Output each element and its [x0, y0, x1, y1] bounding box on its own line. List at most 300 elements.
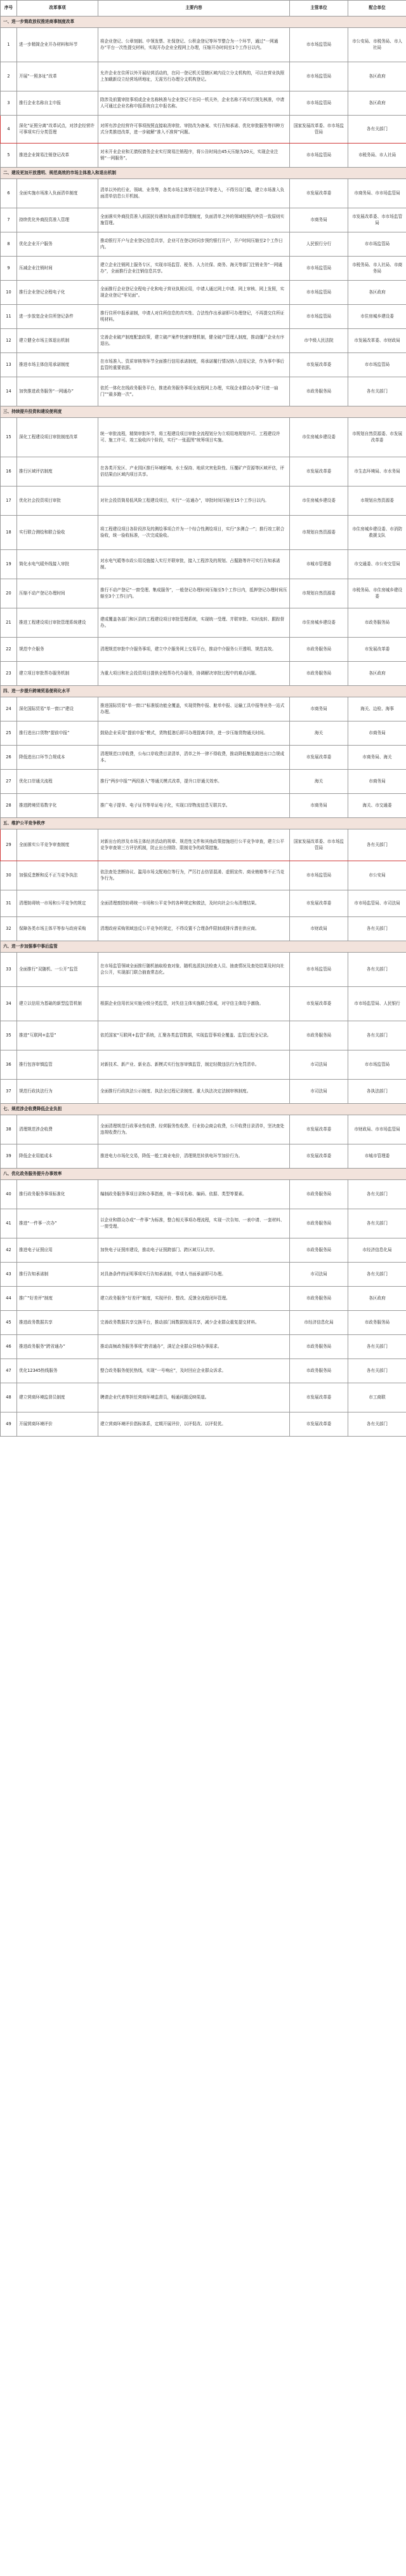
row-content: 在各类开发区、产业园区推行环境影响、水土保持、地质灾害危险性、压覆矿产资源等区域评估，评估结果由区域内项目共享。: [98, 457, 290, 486]
row-index: 35: [1, 1021, 17, 1050]
table-row: [1, 890, 406, 917]
row-content: 推行不动产登记“一窗受理、集成服务”，一般登记办理时间压缩至5个工作日内，抵押登记办理时间压缩至3个工作日内。: [98, 579, 290, 608]
row-coop-unit: 市工商联: [348, 1383, 406, 1412]
table-row: [1, 232, 406, 257]
row-index: 24: [1, 697, 17, 721]
row-coop-unit: 市税务局、市人社局、市商务局: [348, 257, 406, 281]
row-item: 进一步精简企业开办材料和环节: [17, 28, 98, 62]
header-idx: 序号: [1, 1, 17, 17]
row-lead-unit: 市商务局: [290, 697, 348, 721]
row-lead-unit: 市政务服务局: [290, 377, 348, 406]
row-index: 36: [1, 1050, 17, 1080]
row-lead-unit: 市发展改革委: [290, 1383, 348, 1412]
row-coop-unit: 市商务局、海关: [348, 746, 406, 770]
row-lead-unit: 市政务服务局: [290, 1021, 348, 1050]
row-item: 开展营商环境评价: [17, 1412, 98, 1437]
row-content: 推行“两步申报”“两段准入”等通关模式改革，提升口岸通关效率。: [98, 770, 290, 794]
table-row: [1, 516, 406, 550]
table-row: [1, 1335, 406, 1359]
row-content: 建立政务服务“好差评”制度，实现评价、整改、反馈全流程闭环管理。: [98, 1287, 290, 1311]
row-item: 保障各类市场主体平等参与政府采购: [17, 917, 98, 941]
row-content: 依法查处垄断协议、滥用市场支配地位等行为，严厉打击仿冒混淆、虚假宣传、商业贿赂等不正当竞争行为。: [98, 861, 290, 890]
row-item: 推进工程建设项目审批管理系统建设: [17, 608, 98, 638]
header-content: 主要内容: [98, 1, 290, 17]
row-item: 开展“一照多址”改革: [17, 62, 98, 91]
table-row: [1, 1359, 406, 1383]
row-coop-unit: 各有关部门: [348, 1335, 406, 1359]
row-coop-unit: 各有关部门: [348, 1209, 406, 1238]
row-content: 全面推行行政执法公示制度、执法全过程记录制度、重大执法决定法制审核制度。: [98, 1080, 290, 1104]
row-coop-unit: 各区政府: [348, 1287, 406, 1311]
row-lead-unit: 市政务服务局: [290, 1359, 348, 1383]
row-lead-unit: 市政务服务局: [290, 662, 348, 686]
row-index: 26: [1, 746, 17, 770]
row-coop-unit: 市生态环境局、市水务局: [348, 457, 406, 486]
row-lead-unit: 海关: [290, 770, 348, 794]
table-row: [1, 1115, 406, 1144]
row-index: 33: [1, 953, 17, 987]
row-lead-unit: 市发展改革委: [290, 457, 348, 486]
row-coop-unit: 各有关部门: [348, 917, 406, 941]
table-row: [1, 861, 406, 890]
table-row: [1, 1238, 406, 1263]
row-item: 推行区域评估制度: [17, 457, 98, 486]
row-item: 降低进出口环节合规成本: [17, 746, 98, 770]
row-content: 鼓励企业采用“提前申报”模式，货物抵港后即可办理提离手续，进一步压缩货物通关时间。: [98, 721, 290, 746]
row-lead-unit: 市规划自然资源委: [290, 516, 348, 550]
row-content: 对社会投资简易低风险工程建设项目，实行“一站通办”，审批时间压缩至15个工作日以内。: [98, 486, 290, 516]
row-lead-unit: 市市场监管局: [290, 861, 348, 890]
row-lead-unit: 市市场监管局: [290, 91, 348, 116]
row-lead-unit: 市商务局: [290, 794, 348, 818]
row-content: 对所有涉企经营许可事项按照直接取消审批、审批改为备案、实行告知承诺、优化审批服务等四种方式分类推进改革，进一步破解“准入不准营”问题。: [98, 116, 290, 144]
row-lead-unit: 市政务服务局: [290, 1180, 348, 1209]
row-coop-unit: 市规划自然资源委: [348, 486, 406, 516]
row-coop-unit: 各有关部门: [348, 377, 406, 406]
row-coop-unit: 各区政府: [348, 91, 406, 116]
row-index: 25: [1, 721, 17, 746]
row-coop-unit: 各有关部门: [348, 1180, 406, 1209]
row-coop-unit: 市政务服务局: [348, 608, 406, 638]
row-content: 推行住所申报承诺制，申请人对住所信息的真实性、合法性作出承诺即可办理登记，不再提交住所证明材料。: [98, 305, 290, 329]
row-content: 推动银行开户与企业登记信息共享，企业可在登记时同步预约银行开户，开户时间压缩至2个工作日内。: [98, 232, 290, 257]
row-lead-unit: 市政务服务局: [290, 1287, 348, 1311]
row-item: 推行企业名称自主申报: [17, 91, 98, 116]
row-item: 推行政务服务事项标准化: [17, 1180, 98, 1209]
row-lead-unit: 市政务服务局: [290, 638, 348, 662]
row-lead-unit: 市发展改革委: [290, 179, 348, 208]
row-item: 优化社会投资项目审批: [17, 486, 98, 516]
row-item: 优化12345热线服务: [17, 1359, 98, 1383]
table-row: [1, 770, 406, 794]
section-row: [1, 1104, 406, 1115]
row-item: 加强反垄断和反不正当竞争执法: [17, 861, 98, 890]
row-index: 20: [1, 579, 17, 608]
row-item: 深化工程建设项目审批制度改革: [17, 418, 98, 457]
row-coop-unit: 各区政府: [348, 62, 406, 91]
row-lead-unit: 市中级人民法院: [290, 329, 348, 353]
row-index: 38: [1, 1115, 17, 1144]
table-row: [1, 550, 406, 579]
table-row: [1, 208, 406, 232]
row-coop-unit: 各有关部门: [348, 1412, 406, 1437]
row-coop-unit: 各有关部门: [348, 1359, 406, 1383]
row-index: 37: [1, 1080, 17, 1104]
row-lead-unit: 市市场监管局: [290, 62, 348, 91]
row-lead-unit: 市住房城乡建设委: [290, 608, 348, 638]
row-coop-unit: 市市场监管局: [348, 1050, 406, 1080]
section-title: 六、进一步加强事中事后监管: [1, 941, 406, 953]
row-lead-unit: 市司法局: [290, 1050, 348, 1080]
row-lead-unit: 市发展改革委: [290, 1412, 348, 1437]
row-index: 11: [1, 305, 17, 329]
row-lead-unit: 市司法局: [290, 1080, 348, 1104]
row-content: 在市场监管领域全面推行随机抽取检查对象、随机选派执法检查人员、抽查情况及查处结果及时向社会公开，实现部门联合抽查常态化。: [98, 953, 290, 987]
row-content: 建成覆盖各部门和区县的工程建设项目审批管理系统，实现统一受理、并联审批、实时流转、跟踪督办。: [98, 608, 290, 638]
row-index: 41: [1, 1209, 17, 1238]
row-content: 全面落实外商投资准入前国民待遇加负面清单管理制度，负面清单之外的领域按照内外资一致原则实施管理。: [98, 208, 290, 232]
row-content: 整合政务服务便民热线，实现“一号响应”，及时回应企业群众诉求。: [98, 1359, 290, 1383]
row-lead-unit: 市发展改革委: [290, 353, 348, 377]
table-row: [1, 1383, 406, 1412]
row-item: 推广“好差评”制度: [17, 1287, 98, 1311]
row-index: 10: [1, 281, 17, 305]
row-index: 17: [1, 486, 17, 516]
row-lead-unit: 市经济信息化局: [290, 1311, 348, 1335]
row-coop-unit: 市发展改革委、市财政局: [348, 329, 406, 353]
row-index: 14: [1, 377, 17, 406]
row-index: 3: [1, 91, 17, 116]
row-lead-unit: 市市场监管局: [290, 305, 348, 329]
row-content: 清理规范审批中介服务事项，建立中介服务网上交易平台，推动中介服务公开透明、规范高效。: [98, 638, 290, 662]
section-title: 五、维护公平竞争秩序: [1, 818, 406, 829]
row-content: 全面推行企业登记全程电子化和电子营业执照应用，申请人通过网上申请、网上审核、网上发照，实现企业登记“零见面”。: [98, 281, 290, 305]
row-index: 21: [1, 608, 17, 638]
row-index: 18: [1, 516, 17, 550]
section-row: [1, 168, 406, 179]
section-title: 八、优化政务服务提升办事效率: [1, 1169, 406, 1180]
section-title: 四、进一步提升跨境贸易便利化水平: [1, 686, 406, 697]
row-lead-unit: 市财政局: [290, 917, 348, 941]
row-index: 46: [1, 1335, 17, 1359]
table-row: [1, 179, 406, 208]
table-row: [1, 144, 406, 168]
table-row: [1, 281, 406, 305]
row-item: 推进企业简易注销登记改革: [17, 144, 98, 168]
row-content: 对新出台的涉及市场主体经济活动的规章、规范性文件和其他政策措施进行公平竞争审查，建立公平竞争审查第三方评估机制，防止出台排除、限制竞争的政策措施。: [98, 829, 290, 861]
row-index: 27: [1, 770, 17, 794]
row-content: 清理政府采购领域违反公平竞争的规定，不得设置不合理条件限制或排斥潜在供应商。: [98, 917, 290, 941]
table-row: [1, 746, 406, 770]
row-index: 9: [1, 257, 17, 281]
row-coop-unit: 市规划自然资源委、市发展改革委: [348, 418, 406, 457]
row-item: 规范中介服务: [17, 638, 98, 662]
row-item: 进一步放宽企业住所登记条件: [17, 305, 98, 329]
row-index: 31: [1, 890, 17, 917]
row-item: 全面推行“双随机、一公开”监管: [17, 953, 98, 987]
table-row: [1, 987, 406, 1021]
table-row: [1, 794, 406, 818]
row-coop-unit: 各执法部门: [348, 1080, 406, 1104]
row-item: 建立健全市场主体退出机制: [17, 329, 98, 353]
row-coop-unit: 海关、市交通委: [348, 794, 406, 818]
header-coop: 配合单位: [348, 1, 406, 17]
row-coop-unit: 各有关部门: [348, 116, 406, 144]
row-coop-unit: 市市场监管局、市司法局: [348, 890, 406, 917]
row-content: 对具备条件的证明事项实行告知承诺制，申请人书面承诺即可办理。: [98, 1263, 290, 1287]
row-lead-unit: 市司法局: [290, 1263, 348, 1287]
row-item: 全面实施市场准入负面清单制度: [17, 179, 98, 208]
table-row: [1, 953, 406, 987]
row-lead-unit: 市政务服务局: [290, 1335, 348, 1359]
row-lead-unit: 市发展改革委: [290, 746, 348, 770]
row-coop-unit: 市公安局: [348, 861, 406, 890]
row-coop-unit: 市经济信息化局: [348, 1238, 406, 1263]
row-coop-unit: 市发展改革委、市市场监管局: [348, 208, 406, 232]
section-row: [1, 941, 406, 953]
row-item: 规范行政执法行为: [17, 1080, 98, 1104]
table-row: [1, 62, 406, 91]
header-row: [1, 1, 406, 17]
row-lead-unit: 市城市管理委: [290, 550, 348, 579]
table-row: [1, 418, 406, 457]
row-item: 加快推进政务服务“一网通办”: [17, 377, 98, 406]
section-title: 一、进一步简政放权推进商事制度改革: [1, 17, 406, 28]
row-content: 根据企业信用状况实施分级分类监管，对失信主体实施联合惩戒，对守信主体给予激励。: [98, 987, 290, 1021]
row-index: 32: [1, 917, 17, 941]
row-content: 建立营商环境评价指标体系，定期开展评价，以评促改、以评促优。: [98, 1412, 290, 1437]
row-coop-unit: 市政务服务局: [348, 1311, 406, 1335]
row-index: 44: [1, 1287, 17, 1311]
table-row: [1, 697, 406, 721]
header-item: 改革事项: [17, 1, 98, 17]
row-coop-unit: 市商务局: [348, 770, 406, 794]
row-index: 43: [1, 1263, 17, 1287]
row-lead-unit: 海关: [290, 721, 348, 746]
table-row: [1, 28, 406, 62]
row-content: 对水电气暖等市政公用设施接入实行并联审批，接入工程涉及的规划、占掘路等许可实行告知承诺制。: [98, 550, 290, 579]
table-row: [1, 1311, 406, 1335]
section-row: [1, 406, 406, 418]
row-coop-unit: 各有关部门: [348, 1021, 406, 1050]
row-item: 持续优化外商投资准入管理: [17, 208, 98, 232]
row-content: 统一审批流程，精简审批环节，将工程建设项目审批全流程划分为立项用地规划许可、工程建设许可、施工许可、竣工验收四个阶段，实行“一张蓝图”统筹项目实施。: [98, 418, 290, 457]
row-index: 8: [1, 232, 17, 257]
row-item: 优化口岸通关流程: [17, 770, 98, 794]
row-content: 在市场准入、资质审核等环节全面推行信用承诺制度，将承诺履行情况纳入信用记录，作为事中事后监管的重要依据。: [98, 353, 290, 377]
row-content: 依托国家“互联网+监管”系统，汇聚各类监管数据，实现监管事项全覆盖、监管过程全记录。: [98, 1021, 290, 1050]
row-lead-unit: 市规划自然资源委: [290, 579, 348, 608]
row-index: 6: [1, 179, 17, 208]
row-item: 推进“一件事一次办”: [17, 1209, 98, 1238]
row-coop-unit: 各区政府: [348, 281, 406, 305]
row-content: 全面清理规范行政事业性收费、经营服务性收费、行业协会商会收费，公开收费目录清单，坚决查处违规收费行为。: [98, 1115, 290, 1144]
row-index: 45: [1, 1311, 17, 1335]
row-item: 深化“证照分离”改革试点，对涉企经营许可事项实行分类管理: [17, 116, 98, 144]
row-lead-unit: 国家发展改革委、市市场监管局: [290, 116, 348, 144]
row-content: 完善政务数据共享交换平台，推动部门间数据按需共享，减少企业群众重复提交材料。: [98, 1311, 290, 1335]
table-row: [1, 353, 406, 377]
row-index: 42: [1, 1238, 17, 1263]
table-row: [1, 377, 406, 406]
row-content: 以企业和群众办成“一件事”为标准，整合相关事项办理流程，实现一次告知、一表申请、一套材料、一窗受理。: [98, 1209, 290, 1238]
row-coop-unit: 市住房城乡建设委、市消防救援支队: [348, 516, 406, 550]
table-row: [1, 638, 406, 662]
row-index: 2: [1, 62, 17, 91]
row-item: 推进“互联网+监管”: [17, 1021, 98, 1050]
row-content: 为重大项目和社会投资项目提供全程帮办代办服务，协调解决审批过程中的难点问题。: [98, 662, 290, 686]
section-title: 二、建设更加开放透明、规范高效的市场主体准入和退出机制: [1, 168, 406, 179]
header-lead: 主管单位: [290, 1, 348, 17]
row-content: 加快电子证照库建设，推动电子证照跨部门、跨区域互认共享。: [98, 1238, 290, 1263]
section-row: [1, 818, 406, 829]
row-content: 清理规范口岸收费，公布口岸收费目录清单，清单之外一律不得收费，推动降低集装箱进出口合规成本。: [98, 746, 290, 770]
row-index: 13: [1, 353, 17, 377]
row-content: 编制政务服务事项目录和办事指南，统一事项名称、编码、依据、类型等要素。: [98, 1180, 290, 1209]
table-row: [1, 1050, 406, 1080]
row-item: 推进政务数据共享: [17, 1311, 98, 1335]
row-item: 推进市场主体信用承诺制度: [17, 353, 98, 377]
row-item: 建立营商环境监督员制度: [17, 1383, 98, 1412]
row-lead-unit: 市发展改革委: [290, 987, 348, 1021]
row-lead-unit: 市市场监管局: [290, 28, 348, 62]
row-index: 49: [1, 1412, 17, 1437]
row-index: 48: [1, 1383, 17, 1412]
row-coop-unit: 市商务局: [348, 721, 406, 746]
row-coop-unit: 市交通委、市公安交管局: [348, 550, 406, 579]
table-row: [1, 662, 406, 686]
row-coop-unit: 各有关部门: [348, 829, 406, 861]
row-content: 聘请企业代表等担任营商环境监督员，畅通问题反映渠道。: [98, 1383, 290, 1412]
section-row: [1, 17, 406, 28]
row-coop-unit: 市住房城乡建设委: [348, 305, 406, 329]
row-lead-unit: 市市场监管局: [290, 257, 348, 281]
row-item: 推进政务服务“跨省通办”: [17, 1335, 98, 1359]
row-index: 30: [1, 861, 17, 890]
row-coop-unit: 市发展改革委: [348, 638, 406, 662]
row-content: 将企业登记、公章刻制、申领发票、社保登记、公积金登记等环节整合为一个环节，通过“一网通办”平台一次性提交材料，实现开办企业全程网上办理，压缩开办时间至1个工作日以内。: [98, 28, 290, 62]
table-row: [1, 1209, 406, 1238]
row-item: 全面落实公平竞争审查制度: [17, 829, 98, 861]
table-row: [1, 1080, 406, 1104]
row-item: 推进电子证照应用: [17, 1238, 98, 1263]
row-content: 依托一体化在线政务服务平台，推进政务服务事项全流程网上办理，实现企业群众办事“只进一扇门”“最多跑一次”。: [98, 377, 290, 406]
row-item: 推行告知承诺制: [17, 1263, 98, 1287]
row-coop-unit: 市城市管理委: [348, 1144, 406, 1169]
row-content: 清单以外的行业、领域、业务等，各类市场主体皆可依法平等进入，不得另设门槛，建立市场准入负面清单信息公开机制。: [98, 179, 290, 208]
row-index: 23: [1, 662, 17, 686]
section-title: 七、规范涉企收费降低企业负担: [1, 1104, 406, 1115]
row-lead-unit: 市市场监管局: [290, 953, 348, 987]
row-item: 压减企业注销时间: [17, 257, 98, 281]
row-coop-unit: 各有关部门: [348, 1263, 406, 1287]
row-item: 推行企业登记全程电子化: [17, 281, 98, 305]
section-row: [1, 1169, 406, 1180]
row-content: 对未开业企业和无债权债务企业实行简易注销程序，将公告时间由45天压缩为20天，实现企业注销“一网服务”。: [98, 144, 290, 168]
row-item: 建立项目审批帮办服务机制: [17, 662, 98, 686]
table-row: [1, 305, 406, 329]
row-index: 16: [1, 457, 17, 486]
row-coop-unit: 市市场监管局: [348, 232, 406, 257]
table-row-highlighted: [1, 829, 406, 861]
row-coop-unit: 海关、边检、海事: [348, 697, 406, 721]
row-item: 简化水电气暖外线接入审批: [17, 550, 98, 579]
row-item: 建立以信用为基础的新型监管机制: [17, 987, 98, 1021]
row-item: 深化国际贸易“单一窗口”建设: [17, 697, 98, 721]
row-item: 降低企业用能成本: [17, 1144, 98, 1169]
row-content: 推进国际贸易“单一窗口”标准版功能全覆盖，实现货物申报、舱单申报、运输工具申报等业务一站式办理。: [98, 697, 290, 721]
row-lead-unit: 市住房城乡建设委: [290, 418, 348, 457]
row-lead-unit: 人民银行分行: [290, 232, 348, 257]
table-row: [1, 579, 406, 608]
row-content: 推进电力市场化交易，降低一般工商业电价，清理规范转供电环节加价行为。: [98, 1144, 290, 1169]
table-row: [1, 917, 406, 941]
row-coop-unit: 市市场监管局: [348, 353, 406, 377]
row-index: 19: [1, 550, 17, 579]
row-index: 34: [1, 987, 17, 1021]
table-row: [1, 1412, 406, 1437]
table-row: [1, 1287, 406, 1311]
row-coop-unit: 市市场监管局、人民银行: [348, 987, 406, 1021]
row-content: 允许企业在住所以外开展经营活动的，在同一登记机关管辖区域内设立分支机构的，可以在营业执照上加载新设立经营场所地址，无需另行办理分支机构登记。: [98, 62, 290, 91]
row-lead-unit: 市发展改革委: [290, 890, 348, 917]
row-index: 28: [1, 794, 17, 818]
row-content: 推动高频政务服务事项“跨省通办”，满足企业群众异地办事需求。: [98, 1335, 290, 1359]
table-row: [1, 1021, 406, 1050]
row-coop-unit: 市税务局、市人社局: [348, 144, 406, 168]
row-item: 压缩不动产登记办理时间: [17, 579, 98, 608]
row-index: 29: [1, 829, 17, 861]
row-lead-unit: 市市场监管局: [290, 144, 348, 168]
row-index: 4: [1, 116, 17, 144]
row-lead-unit: 市政务服务局: [290, 1238, 348, 1263]
table-row: [1, 1180, 406, 1209]
row-content: 全面清理废除妨碍统一市场和公平竞争的各种规定和做法，及时向社会公布清理结果。: [98, 890, 290, 917]
row-lead-unit: 市住房城乡建设委: [290, 486, 348, 516]
row-content: 将工程建设项目各阶段涉及的测绘事项合并为一个综合性测绘项目，实行“多测合一”；推行竣工联合验收，统一验收标准，一次完成验收。: [98, 516, 290, 550]
table-row-highlighted: [1, 116, 406, 144]
row-lead-unit: 市市场监管局: [290, 281, 348, 305]
row-content: 对新技术、新产业、新业态、新模式实行包容审慎监管，制定轻微违法行为免罚清单。: [98, 1050, 290, 1080]
row-coop-unit: 市税务局、市住房城乡建设委: [348, 579, 406, 608]
row-lead-unit: 国家发展改革委、市市场监管局: [290, 829, 348, 861]
table-row: [1, 257, 406, 281]
row-content: 建立企业注销网上服务专区，实现市场监管、税务、人力社保、商务、海关等部门注销业务“一网通办”，全面推行企业注销信息共享。: [98, 257, 290, 281]
table-row: [1, 91, 406, 116]
table-row: [1, 1144, 406, 1169]
table-row: [1, 457, 406, 486]
row-coop-unit: 市公安局、市税务局、市人社局: [348, 28, 406, 62]
row-index: 39: [1, 1144, 17, 1169]
row-content: 推广电子提单、电子证书等单证电子化，实现口岸物流信息互联共享。: [98, 794, 290, 818]
table-row: [1, 1263, 406, 1287]
row-content: 完善企业破产制度配套政策，建立破产案件快速审理机制，健全破产管理人制度，推动僵尸企业有序退出。: [98, 329, 290, 353]
row-coop-unit: 市商务局、市市场监管局: [348, 179, 406, 208]
table-row: [1, 721, 406, 746]
row-item: 清理妨碍统一市场和公平竞争的规定: [17, 890, 98, 917]
section-row: [1, 686, 406, 697]
row-item: 实行联合测绘和联合验收: [17, 516, 98, 550]
table-row: [1, 608, 406, 638]
row-lead-unit: 市发展改革委: [290, 1115, 348, 1144]
section-title: 三、持续提升投资和建设便利度: [1, 406, 406, 418]
table-row: [1, 486, 406, 516]
table-row: [1, 329, 406, 353]
row-index: 47: [1, 1359, 17, 1383]
row-index: 12: [1, 329, 17, 353]
row-coop-unit: 市财政局、市市场监管局: [348, 1115, 406, 1144]
row-lead-unit: 市发展改革委: [290, 1144, 348, 1169]
